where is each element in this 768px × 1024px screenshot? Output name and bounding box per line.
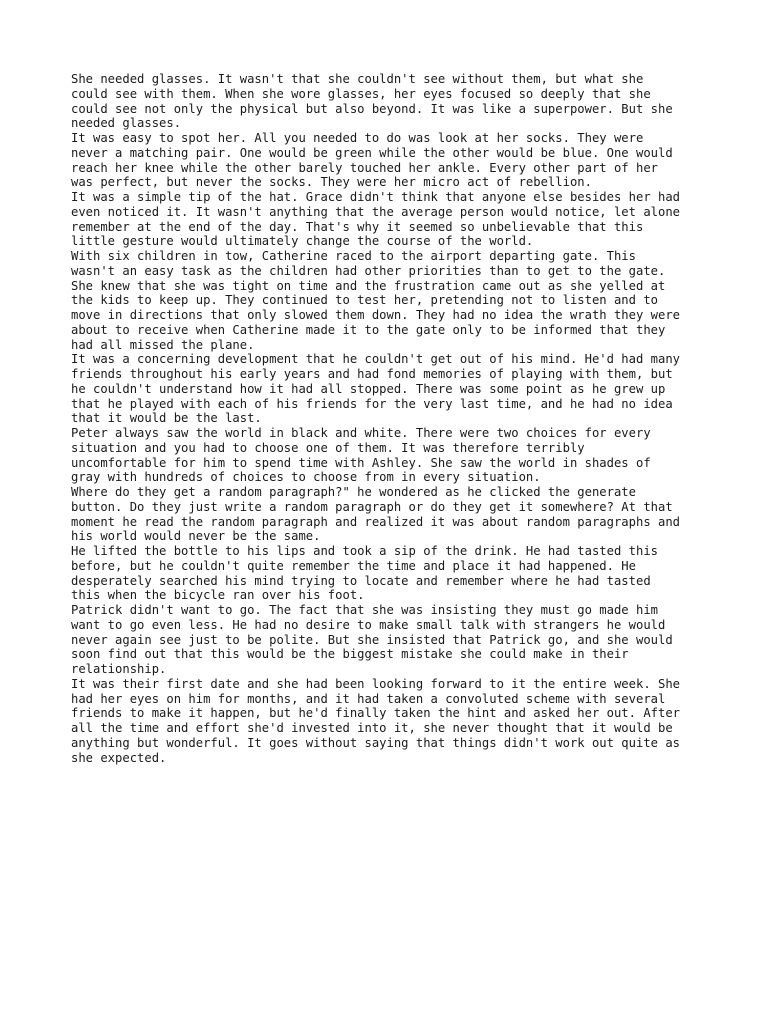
paragraph-glasses: She needed glasses. It wasn't that she couldn't see without them, but what she could see with them. When she wore glasses, her eyes focused so deeply that she could see not only the physical but also beyond. It was like a superpower. But she needed glasses. [71, 72, 673, 131]
paragraph-hat: It was a simple tip of the hat. Grace didn't think that anyone else besides her had even noticed it. It wasn't anything that the average person would notice, let alone remember at the end of the day. That's why it seemed so unbelievable that this little gesture would ultimately change the course of the world. [71, 190, 681, 249]
paragraph-first-date: It was their first date and she had been looking forward to it the entire week. She had her eyes on him for months, and it had taken a convoluted scheme with several friends to make it happen, but he'd finally taken the hint and asked her out. After all the time and effort she'd invested into it, she never thought that it would be anything but wonderful. It goes without saying that things didn't work out quite as she expected. [71, 676, 681, 765]
paragraph-airport: With six children in tow, Catherine raced to the airport departing gate. This wasn't an easy task as the children had other priorities than to get to the gate. She knew that she was tight on time and the frustration came out as she yelled at the kids to keep up. They continued to test her, pretending not to listen and to move in directions that only slowed them down. They had no idea the wrath they were about to receive when Catherine made it to the gate only to be informed that they had all missed the plane. [71, 249, 681, 352]
paragraph-patrick: Patrick didn't want to go. The fact that she was insisting they must go made him want to go even less. He had no desire to make small talk with strangers he would never again see just to be polite. But she insisted that Patrick go, and she would soon find out that this would be the biggest mistake she could make in their relationship. [71, 603, 673, 676]
paragraph-friends: It was a concerning development that he couldn't get out of his mind. He'd had many friends throughout his early years and had fond memories of playing with them, but he couldn't understand how it had all stopped. There was some point as he grew up that he played with each of his friends for the very last time, and he had no idea that it would be the last. [71, 352, 681, 426]
paragraph-bottle: He lifted the bottle to his lips and took a sip of the drink. He had tasted this before, but he couldn't quite remember the time and place it had happened. He desperately searched his mind trying to locate and remember where he had tasted this when the bicycle ran over his foot. [71, 544, 658, 603]
paragraph-socks: It was easy to spot her. All you needed to do was look at her socks. They were never a matching pair. One would be green while the other would be blue. One would reach her knee while the other barely touched her ankle. Every other part of her was perfect, but never the socks. They were her micro act of rebellion. [71, 131, 673, 190]
paragraph-black-and-white: Peter always saw the world in black and white. There were two choices for every situation and you had to choose one of them. It was therefore terribly uncomfortable for him to spend time with Ashley. She saw the world in shades of gray with hundreds of choices to choose from in every situation. [71, 426, 651, 485]
paragraph-random-paragraph: Where do they get a random paragraph?" he wondered as he clicked the generate button. Do they just write a random paragraph or do they get it somewhere? At that moment he read the random paragraph and realized it was about random paragraphs and his world would never be the same. [71, 485, 681, 544]
document-page [71, 72, 711, 765]
